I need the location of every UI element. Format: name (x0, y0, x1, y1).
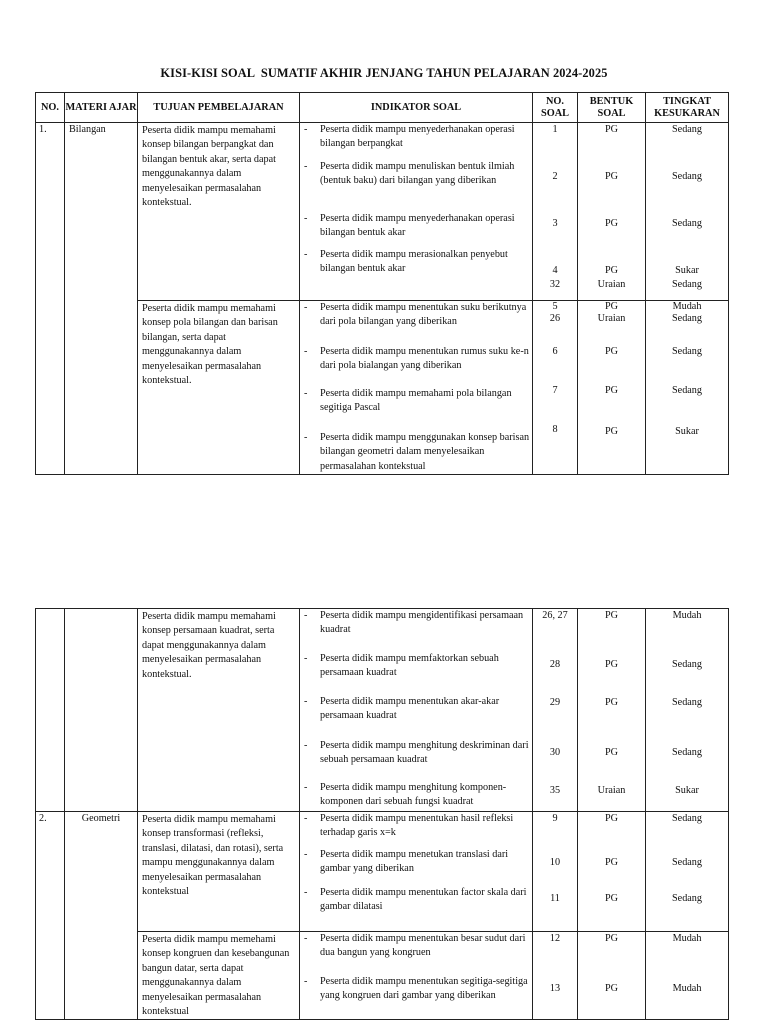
materi-cell: Bilangan (65, 123, 138, 475)
indikator-cell: - Peserta didik mampu menyederhanakan operasi bilangan berpangkat - Peserta didik mampu menuliskan bentuk ilmiah (bentuk baku) dari bilangan yang diberikan - Peserta didik mampu menyederhanakan operasi bilangan bentuk akar - Peserta didik mampu merasionalkan penyebut bilangan bentuk akar (300, 123, 533, 301)
tingkat-kesukaran: Sedang (672, 697, 702, 708)
tujuan-cell: Peserta didik mampu memahami konsep pola bilangan dan barisan bilangan, serta dapat menggunakannya dalam menyelesaikan permasalahan kontekstual. (138, 301, 300, 475)
tingkat-kesukaran: Mudah (672, 610, 702, 621)
bentuk-soal: PG (604, 426, 619, 437)
indikator-item: Peserta didik mampu menentukan besar sudut dari dua bangun yang kongruen (320, 933, 526, 959)
tingkat-kesukaran: Sedang (672, 218, 702, 229)
indikator-item: Peserta didik mampu menentukan akar-akar persamaan kuadrat (320, 696, 500, 722)
indikator-item: Peserta didik mampu menentukan rumus suku ke-n dari pola bialangan yang diberikan (320, 346, 529, 372)
table-header-row (36, 93, 729, 123)
header-indikator: INDIKATOR SOAL (300, 93, 533, 123)
table-row (36, 812, 729, 932)
tingkat-kesukaran: Mudah (672, 301, 702, 312)
no-soal: 35 (549, 785, 561, 796)
document-title: KISI-KISI SOAL SUMATIF AKHIR JENJANG TAHUN PELAJARAN 2024-2025 (160, 66, 608, 80)
tujuan-cell: Peserta didik mampu memehami konsep kongruen dan kesebangunan bangun datar, serta dapat menggunakannya dalam menyelesaikan permasalahan kontekstual (138, 932, 300, 1020)
table-row (36, 123, 729, 301)
tingkat-kesukaran: Sedang (672, 747, 702, 758)
no-soal: 2 (552, 171, 558, 182)
tingkat-cell (646, 609, 729, 812)
no-soal: 26 (549, 313, 561, 324)
tingkat-cell (646, 812, 729, 932)
bentuk-soal-cell (578, 812, 646, 932)
no-soal: 28 (549, 659, 561, 670)
bentuk-soal: PG (604, 171, 619, 182)
tingkat-kesukaran: Sedang (672, 813, 702, 824)
tingkat-kesukaran: Sedang (672, 279, 702, 291)
tingkat-kesukaran: Sukar (675, 785, 699, 796)
no-soal-cell (533, 932, 578, 1020)
indikator-item: Peserta didik mampu menggunakan konsep barisan bilangan geometri dalam menyelesaikan permasalahan kontekstual (320, 432, 530, 472)
indikator-item: Peserta didik mampu menghitung deskriminan dari sebuah persamaan kuadrat (320, 740, 529, 766)
bentuk-soal: Uraian (597, 313, 626, 324)
table-row (36, 301, 729, 475)
bentuk-soal: PG (604, 747, 619, 758)
bentuk-soal-cell (578, 932, 646, 1020)
header-tingkat: TINGKAT KESUKARAN (646, 93, 729, 123)
bentuk-soal-cell (578, 301, 646, 475)
no-soal: 9 (552, 813, 558, 824)
kisi-kisi-table-page-2 (35, 608, 729, 1020)
bentuk-soal: PG (604, 813, 619, 824)
no-soal-cell (533, 301, 578, 475)
bentuk-soal-cell (578, 123, 646, 301)
header-materi: MATERI AJAR (65, 93, 138, 123)
tingkat-kesukaran: Sukar (675, 426, 699, 437)
no-soal: 1 (552, 124, 558, 135)
no-soal: 10 (549, 857, 561, 868)
table-row (36, 609, 729, 812)
table-row (36, 932, 729, 1020)
indikator-item: Peserta didik mampu menentukan segitiga-segitiga yang kongruen dari gambar yang diberikan (320, 976, 528, 1002)
indikator-item: Peserta didik mampu menetukan translasi dari gambar yang diberikan (320, 849, 509, 875)
bentuk-soal: PG (604, 301, 619, 312)
tingkat-kesukaran: Sedang (672, 893, 702, 904)
bentuk-soal: PG (604, 346, 619, 357)
indikator-cell: - Peserta didik mampu menentukan besar sudut dari dua bangun yang kongruen - Peserta didik mampu menentukan segitiga-segitiga yang kongruen dari gambar yang diberikan (300, 932, 533, 1020)
row-number: 2. (36, 812, 65, 1020)
bentuk-soal: PG (604, 385, 619, 396)
no-soal-cell (533, 123, 578, 301)
no-soal: 11 (550, 893, 560, 904)
row-number: 1. (36, 123, 65, 475)
indikator-item: Peserta didik mampu menyederhanakan operasi bilangan bentuk akar (320, 213, 515, 239)
no-soal-cell (533, 609, 578, 812)
indikator-item: Peserta didik mampu merasionalkan penyebut bilangan bentuk akar (320, 249, 508, 275)
no-soal: 6 (552, 346, 558, 357)
tingkat-kesukaran: Sedang (672, 171, 702, 182)
tingkat-kesukaran: Sedang (672, 857, 702, 868)
indikator-item: Peserta didik mampu menuliskan bentuk ilmiah (bentuk baku) dari bilangan yang diberikan (320, 161, 515, 187)
no-soal: 8 (552, 424, 558, 435)
materi-cell: Geometri (65, 812, 138, 1020)
tingkat-kesukaran: Mudah (672, 933, 702, 944)
header-no-soal: NO. SOAL (533, 93, 578, 123)
indikator-cell: - Peserta didik mampu mengidentifikasi persamaan kuadrat - Peserta didik mampu memfaktorkan sebuah persamaan kuadrat - Peserta didik mampu menentukan akar-akar persamaan kuadrat - Peserta didik mampu menghitung deskriminan dari sebuah persamaan kuadrat - Peserta didik mampu menghitung komponen-komponen dari sebuah fungsi kuadrat (300, 609, 533, 812)
tingkat-cell (646, 932, 729, 1020)
bentuk-soal: PG (604, 983, 619, 994)
indikator-item: Peserta didik mampu mengidentifikasi persamaan kuadrat (320, 610, 524, 636)
no-soal: 5 (552, 301, 558, 312)
bentuk-soal: PG (604, 124, 619, 135)
tingkat-kesukaran: Sedang (672, 313, 702, 324)
indikator-item: Peserta didik mampu memfaktorkan sebuah persamaan kuadrat (320, 653, 499, 679)
tingkat-kesukaran: Sukar (675, 265, 699, 276)
header-tujuan: TUJUAN PEMBELAJARAN (138, 93, 300, 123)
tingkat-kesukaran: Sedang (672, 346, 702, 357)
no-soal: 26, 27 (542, 610, 568, 621)
bentuk-soal: PG (604, 857, 619, 868)
no-soal: 32 (549, 279, 561, 291)
no-soal: 7 (552, 385, 558, 396)
bentuk-soal: PG (604, 610, 619, 621)
no-soal: 30 (549, 747, 561, 758)
tujuan-cell: Peserta didik mampu memahami konsep transformasi (refleksi, translasi, dilatasi, dan rotasi), serta mampu menggunakannya dalam menyelesaikan permasalahan kontekstual (138, 812, 300, 932)
no-soal: 12 (549, 933, 561, 944)
tingkat-cell (646, 123, 729, 301)
no-soal-cell (533, 812, 578, 932)
no-soal: 3 (552, 218, 558, 229)
tingkat-cell (646, 301, 729, 475)
materi-cell (65, 609, 138, 812)
bentuk-soal: PG (604, 265, 619, 276)
no-soal: 13 (549, 983, 561, 994)
kisi-kisi-table-page-1 (35, 92, 729, 475)
tingkat-kesukaran: Sedang (672, 124, 702, 135)
tingkat-kesukaran: Mudah (672, 983, 702, 994)
indikator-cell: - Peserta didik mampu menentukan suku berikutnya dari pola bilangan yang diberikan - Peserta didik mampu menentukan rumus suku ke-n dari pola bialangan yang diberikan - Peserta didik mampu memahami pola bilangan segitiga Pascal - Peserta didik mampu menggunakan konsep barisan bilangan geometri dalam menyelesaikan permasalahan kontekstual (300, 301, 533, 475)
tingkat-kesukaran: Sedang (672, 659, 702, 670)
indikator-item: Peserta didik mampu menentukan hasil refleksi terhadap garis x=k (320, 813, 514, 839)
indikator-item: Peserta didik mampu menentukan suku berikutnya dari pola bilangan yang diberikan (320, 302, 527, 328)
indikator-item: Peserta didik mampu menentukan factor skala dari gambar dilatasi (320, 887, 527, 913)
indikator-item: Peserta didik mampu menghitung komponen-komponen dari sebuah fungsi kuadrat (320, 782, 507, 808)
indikator-item: Peserta didik mampu menyederhanakan operasi bilangan berpangkat (320, 124, 515, 150)
bentuk-soal: PG (604, 218, 619, 229)
tingkat-kesukaran: Sedang (672, 385, 702, 396)
bentuk-soal: Uraian (597, 279, 626, 291)
indikator-item: Peserta didik mampu memahami pola bilangan segitiga Pascal (320, 388, 512, 414)
bentuk-soal: Uraian (597, 785, 626, 796)
row-number (36, 609, 65, 812)
no-soal: 29 (549, 697, 561, 708)
tujuan-cell: Peserta didik mampu memahami konsep persamaan kuadrat, serta dapat menggunakannya dalam menyelesaikan permasalahan kontekstual. (138, 609, 300, 812)
bentuk-soal: PG (604, 659, 619, 670)
bentuk-soal: PG (604, 697, 619, 708)
header-no: NO. (36, 93, 65, 123)
bentuk-soal-cell (578, 609, 646, 812)
header-bentuk: BENTUK SOAL (578, 93, 646, 123)
tujuan-cell: Peserta didik mampu memahami konsep bilangan berpangkat dan bilangan bentuk akar, serta dapat menggunakannya dalam menyelesaikan permasalahan kontekstual. (138, 123, 300, 301)
indikator-cell: - Peserta didik mampu menentukan hasil refleksi terhadap garis x=k - Peserta didik mampu menetukan translasi dari gambar yang diberikan - Peserta didik mampu menentukan factor skala dari gambar dilatasi (300, 812, 533, 932)
no-soal: 4 (552, 265, 558, 276)
bentuk-soal: PG (604, 893, 619, 904)
bentuk-soal: PG (604, 933, 619, 944)
